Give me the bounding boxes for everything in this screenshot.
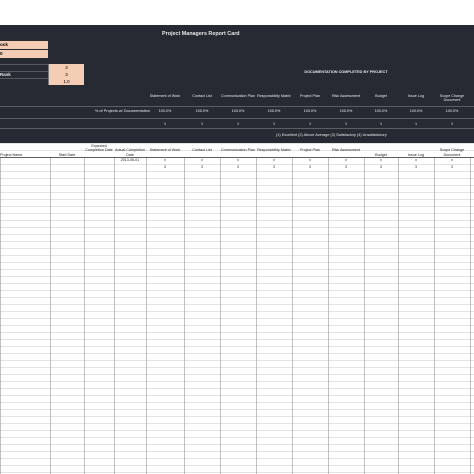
documentation-column-header: Responsibility Matrix (257, 94, 291, 98)
documentation-cell[interactable]: x (415, 158, 417, 162)
table-column-header: Responsibility Matrix (257, 148, 291, 153)
info-label: ock (0, 41, 48, 49)
documentation-count: 1 (344, 122, 348, 126)
documentation-percent: 100.0% (231, 109, 245, 113)
documentation-column-header: Budget (375, 94, 387, 98)
info-value[interactable]: 3 (48, 64, 84, 71)
documentation-column-header: Scope Change Document (439, 94, 465, 103)
table-column-header: Statement of Work (149, 148, 181, 153)
documentation-cell[interactable]: x (309, 158, 311, 162)
documentation-percent: 100.0% (303, 109, 317, 113)
rating-legend: (1) Excellent (2) Above Average (3) Satisfactory (4) Unsatisfactory (276, 133, 387, 137)
documentation-cell[interactable]: x (201, 158, 203, 162)
documentation-cell[interactable]: x (237, 158, 239, 162)
info-label: 0 (0, 50, 48, 58)
panel-divider (0, 128, 474, 129)
documentation-banner: DOCUMENTATION COMPLETED BY PROJECT (304, 70, 388, 74)
documentation-column-header: Project Plan (300, 94, 320, 98)
documentation-cell[interactable]: 3 (201, 165, 203, 169)
documentation-percent: 100.0% (158, 109, 172, 113)
documentation-percent: 100.0% (374, 109, 388, 113)
documentation-percent-label: % of Projects w/ Documentation (94, 108, 150, 113)
documentation-cell[interactable]: x (273, 158, 275, 162)
documentation-column-header: Statement of Work (149, 94, 181, 98)
documentation-column-header: Communication Plan (220, 94, 256, 98)
documentation-cell[interactable]: 3 (415, 165, 417, 169)
report-title: Project Managers Report Card (162, 31, 240, 37)
table-column-header: Scope Change Document (439, 148, 465, 157)
documentation-cell[interactable]: 3 (237, 165, 239, 169)
table-column-header: Start Date (58, 153, 76, 157)
documentation-percent: 100.0% (339, 109, 353, 113)
info-value[interactable]: 1.0 (48, 78, 84, 85)
table-column-header: Communication Plan (220, 148, 256, 153)
table-column-header: Expected Completion Date (85, 143, 113, 153)
worksheet-grid (0, 143, 474, 474)
documentation-cell[interactable]: x (164, 158, 166, 162)
documentation-cell[interactable]: x (380, 158, 382, 162)
documentation-cell[interactable]: 3 (451, 165, 453, 169)
panel-divider (0, 118, 474, 119)
documentation-count: 1 (308, 122, 312, 126)
panel-divider (0, 106, 474, 107)
documentation-percent: 100.0% (195, 109, 209, 113)
documentation-cell[interactable]: x (451, 158, 453, 162)
table-column-header: Issue Log (408, 152, 424, 157)
documentation-count: 1 (163, 122, 167, 126)
documentation-column-header: Contact List (192, 94, 212, 98)
documentation-cell[interactable]: 3 (309, 165, 311, 169)
documentation-percent: 100.0% (409, 109, 423, 113)
documentation-count: 1 (379, 122, 383, 126)
table-column-header: Actual Completion Date (115, 148, 145, 157)
documentation-count: 1 (236, 122, 240, 126)
table-column-header: Contact List (192, 148, 212, 153)
documentation-cell[interactable]: 3 (345, 165, 347, 169)
documentation-cell[interactable]: 3 (164, 165, 166, 169)
documentation-count: 1 (272, 122, 276, 126)
documentation-column-header: Issue Log (408, 94, 424, 98)
table-column-header: Risk Assessment (331, 148, 361, 153)
documentation-percent: 100.0% (445, 109, 459, 113)
documentation-count: 1 (414, 122, 418, 126)
table-column-header: Project Name (0, 153, 23, 157)
documentation-cell[interactable]: 3 (380, 165, 382, 169)
info-value[interactable]: 3 (48, 71, 84, 78)
documentation-count: 1 (200, 122, 204, 126)
table-column-header: Budget (375, 152, 387, 157)
documentation-percent: 100.0% (267, 109, 281, 113)
actual-completion-cell[interactable]: 2013-06-01 (120, 158, 140, 162)
table-column-header: Project Plan (300, 148, 320, 153)
documentation-count: 1 (450, 122, 454, 126)
documentation-column-header: Risk Assessment (331, 94, 361, 98)
info-label: Rank (0, 72, 11, 77)
documentation-cell[interactable]: 3 (273, 165, 275, 169)
documentation-cell[interactable]: x (345, 158, 347, 162)
